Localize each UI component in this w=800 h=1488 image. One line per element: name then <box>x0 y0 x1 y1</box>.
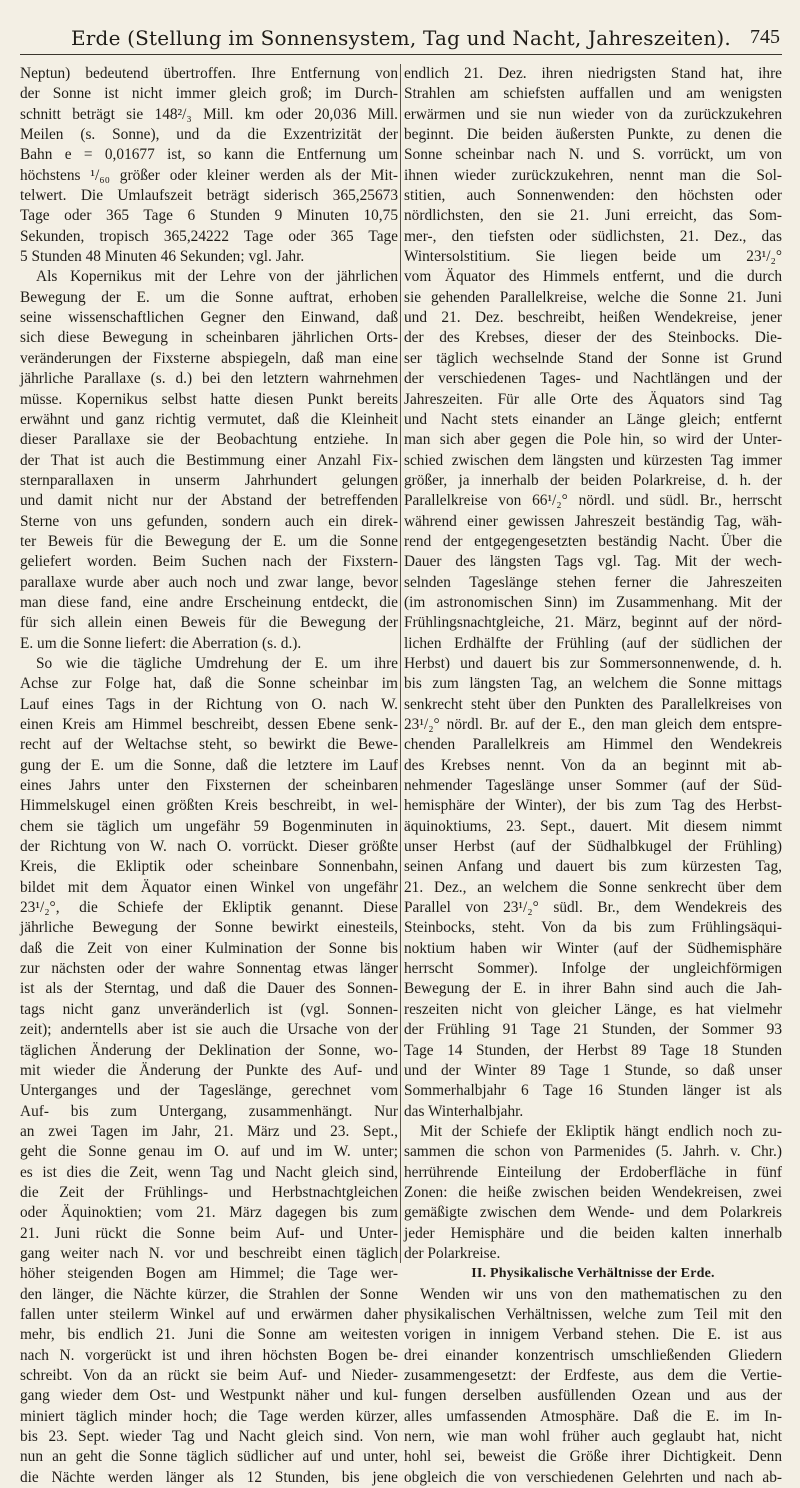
text-line: nern, wie man wohl früher auch geglaubt hat, nicht <box>404 1428 782 1446</box>
text-line: seine wissenschaftlichen Gegner den Einwand, daß <box>20 309 398 327</box>
text-line: nehmender Tageslänge unser Sommer (auf der Süd- <box>404 777 782 795</box>
text-line: noktium haben wir Winter (auf der Südhemisphäre <box>404 939 782 957</box>
text-line: schreibt. Von da an rückt sie beim Auf- und Nieder- <box>20 1367 398 1384</box>
text-line: man diese fand, eine andre Erscheinung entdeckt, die <box>20 593 398 611</box>
text-line: Dauer des längsten Tags vgl. Tag. Mit der wech- <box>404 553 782 571</box>
text-line: Himmelskugel einen größten Kreis beschreibt, in wel- <box>20 797 398 815</box>
text-line: Sekunden, tropisch 365,24222 Tage oder 365 Tage <box>20 227 398 245</box>
text-line: beginnt. Die beiden äußersten Punkte, zu denen die <box>404 126 782 144</box>
text-line: eines Jahrs unter den Fixsternen der scheinbaren <box>20 777 398 795</box>
running-header <box>20 24 782 55</box>
column-divider <box>400 64 401 1263</box>
text-line: höher steigenden Bogen am Himmel; die Tage wer- <box>20 1265 398 1283</box>
text-line: der des Krebses, dieser der des Steinbocks. Die- <box>404 329 782 347</box>
text-line: für sich allein einen Beweis für die Bewegung der <box>20 614 398 632</box>
text-line: fungen derselben ausfüllenden Ozean und aus der <box>404 1387 782 1405</box>
text-line: bis zum längsten Tag, an welchem die Sonne mittags <box>404 675 782 693</box>
text-line: der Polarkreise. <box>404 1244 501 1262</box>
text-line: 23¹/₂° nördl. Br. auf der E., den man gleich dem entspre- <box>404 716 782 733</box>
text-line: reszeiten nicht von gleicher Länge, es hat vielmehr <box>404 1000 782 1018</box>
text-line: Bewegung der E. in ihrer Bahn sind auch die Jah- <box>404 980 782 998</box>
text-line: Als Kopernikus mit der Lehre von der jährlichen <box>36 268 398 286</box>
text-line: herrührende Einteilung der Erdoberfläche in fünf <box>404 1163 782 1181</box>
text-line: dieser Parallaxe sie der Beobachtung entziehe. In <box>20 431 398 449</box>
page-number: 745 <box>750 26 780 48</box>
text-columns <box>20 64 782 1486</box>
text-line: Steinbocks, steht. Von da bis zum Frühlingsäqui- <box>404 919 782 937</box>
text-line: der Frühling 91 Tage 21 Stunden, der Sommer 93 <box>404 1021 782 1039</box>
text-line: und 21. Dez. beschreibt, heißen Wendekreise, jener <box>404 309 782 327</box>
text-line: mit wieder die Änderung der Punkte des Auf- und <box>20 1061 398 1079</box>
text-line: Sommerhalbjahr 6 Tage 16 Stunden länger ist als <box>404 1082 782 1100</box>
text-line: daß die Zeit von einer Kulmination der Sonne bis <box>20 939 398 957</box>
text-line: zusammengesetzt: der Erdfeste, aus dem die Vertie- <box>404 1367 782 1384</box>
text-line: ihnen wieder zurückzukehren, nennt man die Sol- <box>404 166 782 184</box>
text-line: täglichen Änderung der Deklination der Sonne, wo- <box>20 1041 398 1059</box>
text-line: seinen Anfang und dauert bis zum kürzesten Tag, <box>404 858 782 876</box>
text-line: oder Äquinoktien; vom 21. März dagegen bis zum <box>20 1204 398 1222</box>
text-line: gang weiter nach N. vor und beschreibt einen täglich <box>20 1244 398 1262</box>
text-line: gemäßigte zwischen dem Wende- und dem Polarkreis <box>404 1204 782 1222</box>
text-line: mer-, den tiefsten oder südlichsten, 21. Dez., das <box>404 227 782 245</box>
text-line: Zonen: die heiße zwischen beiden Wendekreisen, zwei <box>404 1183 782 1201</box>
text-line: zur nächsten oder der wahre Sonnentag etwas länger <box>20 960 398 978</box>
text-line: Parallel von 23¹/₂° südl. Br., dem Wendekreis des <box>404 899 782 917</box>
text-line: Achse zur Folge hat, daß die Sonne scheinbar im <box>20 675 398 693</box>
text-line: sich diese Bewegung in scheinbaren jährlichen Orts- <box>20 329 398 347</box>
text-line: man sich aber gegen die Pole hin, so wird der Unter- <box>404 431 782 449</box>
text-line: gung der E. um die Sonne, daß die letztere im Lauf <box>20 756 398 774</box>
text-line: Frühlingsnachtgleiche, 21. März, beginnt auf der nörd- <box>404 614 782 632</box>
text-line: der That ist auch die Bestimmung einer Anzahl Fix- <box>20 451 398 469</box>
text-line: hohl sei, beweist die Größe ihrer Dichtigkeit. Denn <box>404 1448 782 1466</box>
text-line: Kreis, die Ekliptik oder scheinbare Sonnenbahn, <box>20 858 398 876</box>
text-line: der Richtung von W. nach O. vorrückt. Dieser größte <box>20 838 398 856</box>
text-line: sternparallaxen in unserm Jahrhundert gelungen <box>20 471 398 489</box>
text-line: des Krebses nennt. Von da an beginnt mit ab- <box>404 756 782 774</box>
right-column <box>404 64 782 1486</box>
text-line: physikalischen Verhältnissen, welche zum Teil mit den <box>404 1305 782 1323</box>
text-line: Jahreszeiten. Für alle Orte des Äquators sind Tag <box>404 390 782 408</box>
text-line: erwärmen und sie nun wieder von da zurückzukehren <box>404 105 782 123</box>
text-line: ter Beweis für die Bewegung der E. um die Sonne <box>20 532 398 550</box>
text-line: drei einander konzentrisch umschließenden Gliedern <box>404 1346 782 1364</box>
text-line: ser täglich wechselnde Stand der Sonne ist Grund <box>404 349 782 367</box>
text-line: Herbst) und dauert bis zur Sommersonnenwende, d. h. <box>404 654 782 672</box>
text-line: rend der entgegengesetzten beständig Nacht. Über die <box>404 532 782 550</box>
text-line: Wenden wir uns von den mathematischen zu den <box>420 1285 782 1303</box>
text-line: 5 Stunden 48 Minuten 46 Sekunden; vgl. Jahr. <box>20 248 305 266</box>
text-line: endlich 21. Dez. ihren niedrigsten Stand hat, ihre <box>404 65 782 82</box>
text-line: Strahlen am schiefsten auffallen und am wenigsten <box>404 85 782 103</box>
text-line: fallen unter steilerm Winkel auf und erwärmen daher <box>20 1305 398 1323</box>
text-line: müsse. Kopernikus selbst hatte diesen Punkt bereits <box>20 390 398 408</box>
running-title: Erde (Stellung im Sonnensystem, Tag und Nacht, Jahreszeiten). <box>71 26 731 50</box>
text-line: und damit nicht nur der Abstand der betreffenden <box>20 492 398 510</box>
text-line: nach N. vorgerückt ist und ihren höchsten Bogen be- <box>20 1346 398 1364</box>
text-line: veränderungen der Fixsterne abspiegeln, daß man eine <box>20 349 398 367</box>
text-line: Tage oder 365 Tage 6 Stunden 9 Minuten 10,75 <box>20 207 398 225</box>
text-line: Mit der Schiefe der Ekliptik hängt endlich noch zu- <box>420 1122 782 1140</box>
text-line: selnden Tageslänge stehen ferner die Jahreszeiten <box>404 573 782 591</box>
text-line: nördlichsten, den sie 21. Juni erreicht, das Som- <box>404 207 782 225</box>
text-line: (im astronomischen Sinn) im Zusammenhang. Mit der <box>404 593 782 611</box>
text-line: Sterne von uns gefunden, sondern auch ein direk- <box>20 512 398 530</box>
text-line: 21. Juni rückt die Sonne beim Auf- und Unter- <box>20 1224 398 1242</box>
text-line: und Nacht stets einander an Länge gleich; entfernt <box>404 410 782 428</box>
text-line: die Zeit der Frühlings- und Herbstnachtgleichen <box>20 1183 398 1201</box>
text-line: telwert. Die Umlaufszeit beträgt siderisch 365,25673 <box>20 187 398 205</box>
text-line: den länger, die Nächte kürzer, die Strahlen der Sonne <box>20 1285 398 1303</box>
text-line: alles umfassenden Atmosphäre. Daß die E. im In- <box>404 1407 782 1425</box>
text-line: lichen Erdhälfte der Frühling (auf der südlichen der <box>404 634 782 652</box>
text-line: hemisphäre der Winter), der bis zum Tag des Herbst- <box>404 797 782 815</box>
text-line: senkrecht steht über den Punkten des Parallelkreises von <box>404 695 782 713</box>
text-line: und der Winter 89 Tage 1 Stunde, so daß unser <box>404 1061 782 1079</box>
text-line: geht die Sonne genau im O. auf und im W. unter; <box>20 1143 398 1161</box>
text-line: während einer gewissen Jahreszeit beständig Tag, wäh- <box>404 512 782 530</box>
text-line: E. um die Sonne liefert: die Aberration (s. d.). <box>20 634 302 652</box>
text-line: 21. Dez., an welchem die Sonne senkrecht über dem <box>404 878 782 896</box>
text-line: größer, ja innerhalb der beiden Polarkreise, d. h. der <box>404 471 782 489</box>
text-line: Unterganges und der Tageslänge, gerechnet vom <box>20 1082 398 1100</box>
text-line: Neptun) bedeutend übertroffen. Ihre Entfernung von <box>20 65 398 82</box>
text-line: schied zwischen dem längsten und kürzesten Tag immer <box>404 451 782 469</box>
text-line: recht auf der Weltachse steht, so bewirkt die Bewe- <box>20 736 398 754</box>
text-line: die Nächte werden länger als 12 Stunden, bis jene <box>20 1468 398 1486</box>
text-line: Bahn e = 0,01677 ist, so kann die Entfernung um <box>20 146 398 164</box>
text-line: äquinoktiums, 23. Sept., dauert. Mit diesem nimmt <box>404 817 782 835</box>
text-line: mehr, bis endlich 21. Juni die Sonne am weitesten <box>20 1326 398 1344</box>
text-line: vorigen in innigem Verband stehen. Die E. ist aus <box>404 1326 782 1344</box>
text-line: gang wieder dem Ost- und Westpunkt näher und kul- <box>20 1387 398 1405</box>
text-line: jährliche Bewegung der Sonne bewirkt einesteils, <box>20 919 398 937</box>
text-line: unser Herbst (auf der Südhalbkugel der Frühling) <box>404 838 782 856</box>
text-line: Parallelkreise von 66¹/₂° nördl. und südl. Br., herrscht <box>404 492 782 510</box>
text-line: tags nicht ganz unveränderlich ist (vgl. Sonnen- <box>20 1000 398 1018</box>
text-line: der Sonne ist nicht immer gleich groß; im Durch- <box>20 85 398 103</box>
text-line: obgleich die von verschiedenen Gelehrten und nach ab- <box>404 1468 782 1486</box>
text-line: geliefert worden. Beim Suchen nach der Fixstern- <box>20 553 398 571</box>
text-line: jährliche Parallaxe (s. d.) bei den letztern wahrnehmen <box>20 370 398 388</box>
text-line: schnitt beträgt sie 148²/₃ Mill. km oder 20,036 Mill. <box>20 105 398 123</box>
text-line: Sonne scheinbar nach N. und S. vorrückt, um von <box>404 146 782 164</box>
text-line: Tage 14 Stunden, der Herbst 89 Tage 18 Stunden <box>404 1041 782 1059</box>
text-line: herrscht Sommer). Infolge der ungleichförmigen <box>404 960 782 978</box>
text-line: sammen die schon von Parmenides (5. Jahrh. v. Chr.) <box>404 1143 782 1161</box>
text-line: Bewegung der E. um die Sonne auftrat, erhoben <box>20 288 398 306</box>
text-line: zeit); anderntells aber ist sie auch die Ursache von der <box>20 1021 398 1039</box>
text-line: der verschiedenen Tages- und Nachtlängen und der <box>404 370 782 388</box>
text-line: Auf- bis zum Untergang, zusammenhängt. Nur <box>20 1102 398 1120</box>
text-line: So wie die tägliche Umdrehung der E. um ihre <box>36 654 398 672</box>
text-line: vom Äquator des Himmels entfernt, und die durch <box>404 268 782 286</box>
text-line: parallaxe wurde aber auch noch und zwar lange, bevor <box>20 573 398 591</box>
text-line: miniert täglich minder hoch; die Tage werden kürzer, <box>20 1407 398 1425</box>
text-line: einen Kreis am Himmel beschreibt, dessen Ebene senk- <box>20 716 398 733</box>
text-line: Lauf eines Tags in der Richtung von O. nach W. <box>20 695 398 713</box>
text-line: erwähnt und ganz richtig vermutet, daß die Kleinheit <box>20 410 398 428</box>
text-line: höchstens ¹/₆₀ größer oder kleiner werden als der Mit- <box>20 166 398 184</box>
text-line: stitien, auch Sonnenwenden: den höchsten oder <box>404 187 782 205</box>
text-line: chenden Parallelkreis am Himmel den Wendekreis <box>404 736 782 754</box>
text-line: sie gehenden Parallelkreise, welche die Sonne 21. Juni <box>404 288 782 306</box>
text-line: ist als der Sterntag, und daß die Dauer des Sonnen- <box>20 980 398 998</box>
text-line: das Winterhalbjahr. <box>404 1102 524 1120</box>
section-heading: II. Physikalische Verhältnisse der Erde. <box>471 1266 715 1282</box>
text-line: jeder Hemisphäre und die beiden kalten innerhalb <box>404 1224 782 1242</box>
text-line: Wintersolstitium. Sie liegen beide um 23¹/₂° <box>404 248 782 266</box>
text-line: 23¹/₂°, die Schiefe der Ekliptik genannt. Diese <box>20 899 398 917</box>
text-line: nun an geht die Sonne täglich südlicher auf und unter, <box>20 1448 398 1466</box>
text-line: an zwei Tagen im Jahr, 21. März und 23. Sept., <box>20 1122 398 1140</box>
text-line: chem sie täglich um ungefähr 59 Bogenminuten in <box>20 817 398 835</box>
text-line: bildet mit dem Äquator einen Winkel von ungefähr <box>20 878 398 896</box>
text-line: es ist dies die Zeit, wenn Tag und Nacht gleich sind, <box>20 1163 398 1181</box>
text-line: Meilen (s. Sonne), und da die Exzentrizität der <box>20 126 398 144</box>
left-column <box>20 64 398 1486</box>
text-line: bis 23. Sept. wieder Tag und Nacht gleich sind. Von <box>20 1428 398 1446</box>
